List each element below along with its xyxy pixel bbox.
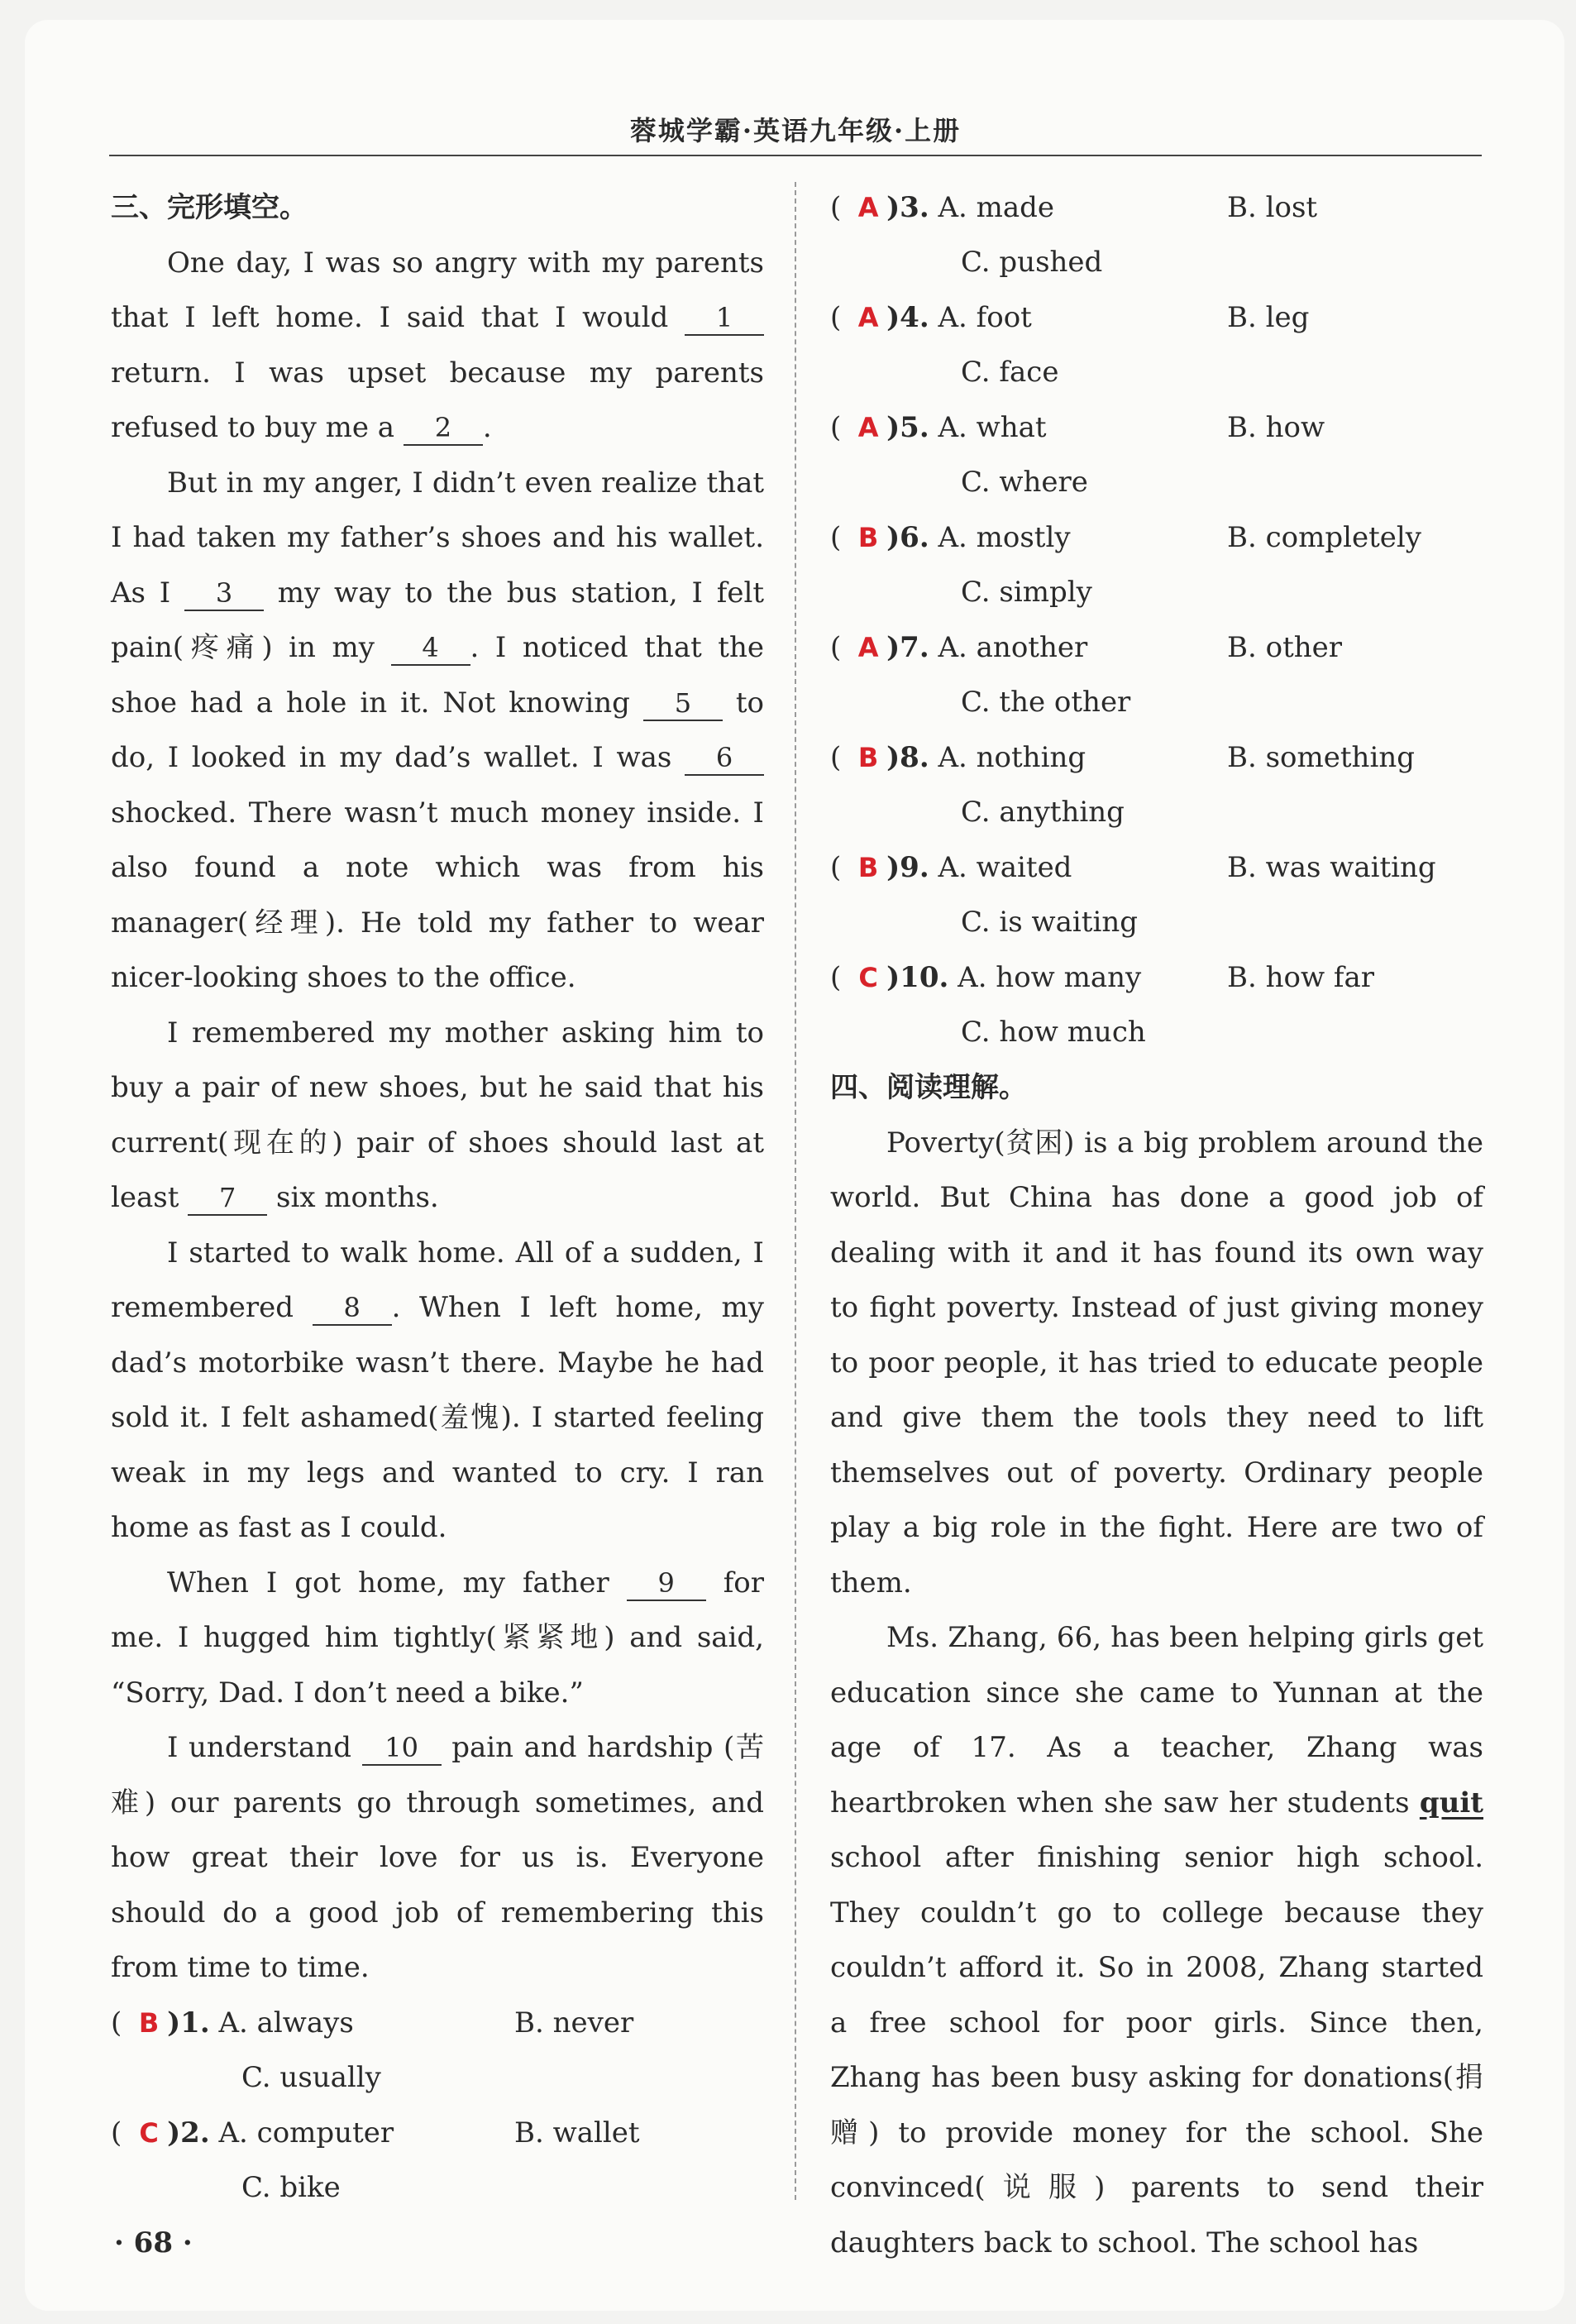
paren-open: ( <box>830 521 851 554</box>
reading-paragraph-2 <box>830 1610 1483 2270</box>
question-main-row <box>111 2106 394 2161</box>
column-divider <box>795 182 796 2200</box>
blank-number: 1 <box>685 301 764 336</box>
option-c: C. simply <box>961 576 1092 609</box>
question-number: )2. <box>167 2116 210 2149</box>
option-c: C. pushed <box>961 246 1103 279</box>
question-number: )9. <box>886 851 929 884</box>
option-a: A. nothing <box>938 741 1086 774</box>
question-item <box>111 2106 764 2216</box>
passage-text: . When I left home, my dad’s motorbike wasn’t there. Maybe he had sold it. I felt ashamed(羞愧). I started feeling weak in my legs and wanted to cry. I ran home as fast as I could. <box>111 1291 765 1544</box>
option-a: A. another <box>938 631 1088 664</box>
question-item <box>830 840 1483 950</box>
option-b: B. something <box>1227 741 1415 774</box>
blank-number: 6 <box>685 741 764 776</box>
paren-open: ( <box>830 301 851 334</box>
paren-open: ( <box>830 741 851 774</box>
section-title-reading: 四、阅读理解。 <box>830 1071 1027 1104</box>
answer-letter: C <box>139 2116 159 2149</box>
option-c: C. the other <box>961 686 1131 719</box>
passage-text: return. I was upset because my parents refused to buy me a <box>111 356 764 444</box>
question-main-row <box>830 180 1054 236</box>
page-number: · 68 · <box>114 2226 193 2259</box>
option-a: A. computer <box>218 2116 394 2149</box>
option-b: B. wallet <box>514 2116 640 2149</box>
answer-letter: A <box>857 412 879 443</box>
option-a: A. foot <box>938 301 1032 334</box>
option-a: A. waited <box>938 851 1072 884</box>
passage-text: I remembered my mother asking him to buy a pair of new shoes, but he said that his current(现在的) pair of shoes should last at least <box>111 1016 764 1214</box>
blank-number: 3 <box>184 576 264 611</box>
paren-open: ( <box>111 2006 131 2039</box>
passage-text: . <box>482 411 492 444</box>
option-c: C. face <box>961 356 1059 389</box>
question-item <box>830 290 1483 400</box>
paren-open: ( <box>830 851 851 884</box>
question-number: )10. <box>886 961 949 994</box>
blank-number: 4 <box>391 631 470 666</box>
question-item <box>830 730 1483 840</box>
option-b: B. never <box>514 2006 634 2039</box>
answer-letter: A <box>857 632 879 663</box>
blank-number: 2 <box>404 411 483 446</box>
blank-number: 9 <box>627 1566 706 1601</box>
option-b: B. leg <box>1227 301 1310 334</box>
option-a: A. made <box>938 191 1055 224</box>
right-column <box>830 180 1483 2270</box>
question-main-row <box>830 840 1072 896</box>
option-b: B. completely <box>1227 521 1421 554</box>
answer-letter: B <box>857 742 879 773</box>
question-main-row <box>830 730 1086 786</box>
option-c: C. how much <box>961 1016 1146 1049</box>
answer-letter: B <box>138 2006 160 2039</box>
cloze-passage <box>111 236 764 1996</box>
question-item <box>830 950 1483 1060</box>
passage-text: I understand <box>167 1731 362 1764</box>
option-c: C. usually <box>241 2060 381 2094</box>
option-c: C. anything <box>961 796 1125 829</box>
option-c: C. bike <box>241 2170 341 2204</box>
question-number: )5. <box>886 411 929 444</box>
reading-text: Ms. Zhang, 66, has been helping girls get education since she came to Yunnan at the age of 17. As a teacher, Zhang was heartbroken when she saw her students <box>830 1621 1483 1820</box>
passage-text: pain and hardship (苦难) our parents go through sometimes, and how great their love for us is. Everyone should do a good job of remembering this from time to time. <box>111 1731 765 1984</box>
passage-text: . I noticed that the shoe had a hole in it. Not knowing <box>111 631 764 720</box>
passage-text: shocked. There wasn’t much money inside. I also found a note which was from his manager(经理). He told my father to wear nicer-looking shoes to the office. <box>111 796 764 994</box>
header-rule <box>109 155 1482 156</box>
reading-text: school after finishing senior high school. They couldn’t go to college because they couldn’t afford it. So in 2008, Zhang started a free school for poor girls. Since then, Zhang has been busy asking for donations(捐赠) to provide money for the school. She convinced(说服) parents to send their daughters back to school. The school has <box>830 1841 1483 2259</box>
question-number: )6. <box>886 521 929 554</box>
question-list-right <box>830 180 1483 1060</box>
answer-letter: B <box>857 852 879 883</box>
question-number: )3. <box>886 191 929 224</box>
option-b: B. how far <box>1227 961 1374 994</box>
passage-text: One day, I was so angry with my parents that I left home. I said that I would <box>111 246 764 334</box>
answer-letter: C <box>858 962 878 993</box>
cloze-paragraph <box>111 456 764 1006</box>
question-list-left <box>111 1996 764 2216</box>
section-title-cloze: 三、完形填空。 <box>111 191 308 224</box>
cloze-paragraph <box>111 1720 764 1996</box>
option-b: B. other <box>1227 631 1343 664</box>
passage-text: But in my anger, I didn’t even realize that I had taken my father’s shoes and his wallet. As I <box>111 466 764 610</box>
cloze-paragraph <box>111 1226 764 1556</box>
option-b: B. was waiting <box>1227 851 1436 884</box>
answer-letter: A <box>857 302 879 333</box>
blank-number: 5 <box>643 686 723 721</box>
option-a: A. mostly <box>938 521 1071 554</box>
running-header: 蓉城学霸·英语九年级·上册 <box>629 115 962 146</box>
passage-text: to do, I looked in my dad’s wallet. I was <box>111 686 764 774</box>
question-number: )1. <box>167 2006 210 2039</box>
question-main-row <box>830 510 1071 566</box>
blank-number: 7 <box>188 1181 267 1216</box>
option-c: C. where <box>961 466 1088 499</box>
highlighted-word: quit <box>1419 1786 1483 1820</box>
reading-paragraph-1: Poverty(贫困) is a big problem around the world. But China has done a good job of dealing with it and it has found its own way to fight poverty. Instead of just giving money to poor people, it has tried to educate people and give them the tools they need to lift themselves out of poverty. Ordinary people play a big role in the fight. Here are two of them. <box>830 1126 1483 1600</box>
passage-text: When I got home, my father <box>167 1566 627 1600</box>
paren-open: ( <box>830 191 851 224</box>
question-item <box>830 400 1483 510</box>
passage-text: for me. I hugged him tightly(紧紧地) and said, “Sorry, Dad. I don’t need a bike.” <box>111 1566 765 1710</box>
cloze-paragraph <box>111 1006 764 1226</box>
blank-number: 8 <box>313 1291 392 1326</box>
passage-text: six months. <box>267 1181 439 1214</box>
passage-text: my way to the bus station, I felt pain(疼痛) in my <box>111 576 764 664</box>
question-main-row <box>830 400 1047 456</box>
cloze-paragraph <box>111 1556 764 1721</box>
option-a: A. always <box>218 2006 354 2039</box>
option-b: B. how <box>1227 411 1325 444</box>
paren-open: ( <box>830 411 851 444</box>
option-b: B. lost <box>1227 191 1318 224</box>
passage-text: I started to walk home. All of a sudden, I remembered <box>111 1236 764 1324</box>
cloze-paragraph <box>111 236 764 456</box>
question-main-row <box>111 1996 354 2051</box>
option-a: A. what <box>938 411 1047 444</box>
option-c: C. is waiting <box>961 906 1138 939</box>
question-main-row <box>830 950 1141 1006</box>
question-number: )4. <box>886 301 929 334</box>
question-item <box>830 510 1483 620</box>
question-item <box>111 1996 764 2106</box>
blank-number: 10 <box>362 1731 442 1766</box>
question-number: )7. <box>886 631 929 664</box>
paren-open: ( <box>830 631 851 664</box>
left-column <box>111 180 764 2216</box>
paren-open: ( <box>830 961 851 994</box>
paren-open: ( <box>111 2116 131 2149</box>
question-item <box>830 180 1483 290</box>
question-main-row <box>830 290 1032 346</box>
option-a: A. how many <box>958 961 1142 994</box>
question-item <box>830 620 1483 730</box>
answer-letter: B <box>857 522 879 553</box>
question-number: )8. <box>886 741 929 774</box>
answer-letter: A <box>857 192 879 223</box>
question-main-row <box>830 620 1087 676</box>
